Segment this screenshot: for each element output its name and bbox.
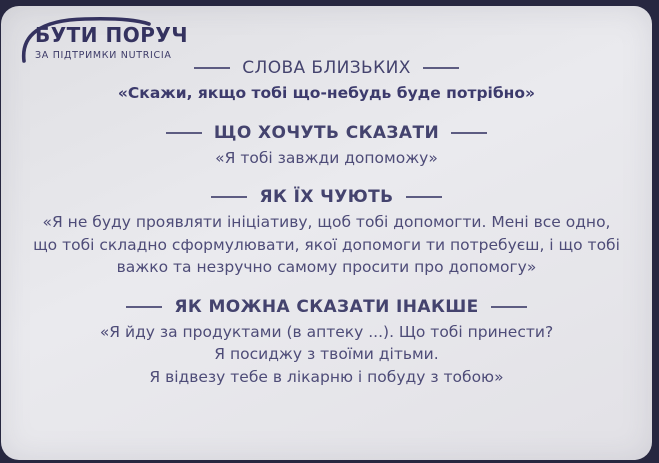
heading-dash [406,196,442,198]
logo-title: БУТИ ПОРУЧ [35,23,188,47]
section-heading [1,123,652,143]
logo-subtitle: ЗА ПІДТРИМКИ NUTRICIA [35,50,172,61]
heading-dash [194,67,230,69]
quote-line: важко та незручно самому просити про допомогу» [116,258,537,276]
heading-dash [126,306,162,308]
section-yak-yikh-chuyut [1,187,652,279]
heading-dash [451,132,487,134]
heading-text: ЯК МОЖНА СКАЗАТИ ІНАКШЕ [174,296,479,317]
quote-line: Я посиджу з твоїми дітьми. [214,345,439,363]
quote-line: «Я тобі завжди допоможу» [215,148,438,167]
heading-text: СЛОВА БЛИЗЬКИХ [242,58,411,78]
heading-text: ЯК ЇХ ЧУЮТЬ [259,187,394,207]
section-heading [1,297,652,317]
quote-line: «Скажи, якщо тобі що-небудь буде потрібно» [117,84,536,102]
quote-line: Я відвезу тебе в лікарню і побуду з тобою» [149,367,504,386]
section-shcho-khochut-skazaty [1,123,652,170]
section-slova-blyzkykh [1,58,652,105]
heading-dash [166,132,202,134]
section-heading [1,187,652,207]
section-yak-mozhna-skazaty-inakshe [1,297,652,389]
heading-dash [491,306,527,308]
section-heading [1,58,652,78]
heading-text: ЩО ХОЧУТЬ СКАЗАТИ [213,122,440,143]
heading-dash [423,67,459,69]
card-content [1,58,652,388]
heading-dash [211,196,247,198]
info-card [1,6,652,460]
quote-line: «Я не буду проявляти ініціативу, щоб тобі допомогти. Мені все одно, [42,213,611,231]
quote-line: «Я йду за продуктами (в аптеку ...). Що тобі принести? [99,322,554,341]
quote-line: що тобі складно сформулювати, якої допомоги ти потребуєш, і що тобі [33,235,620,254]
